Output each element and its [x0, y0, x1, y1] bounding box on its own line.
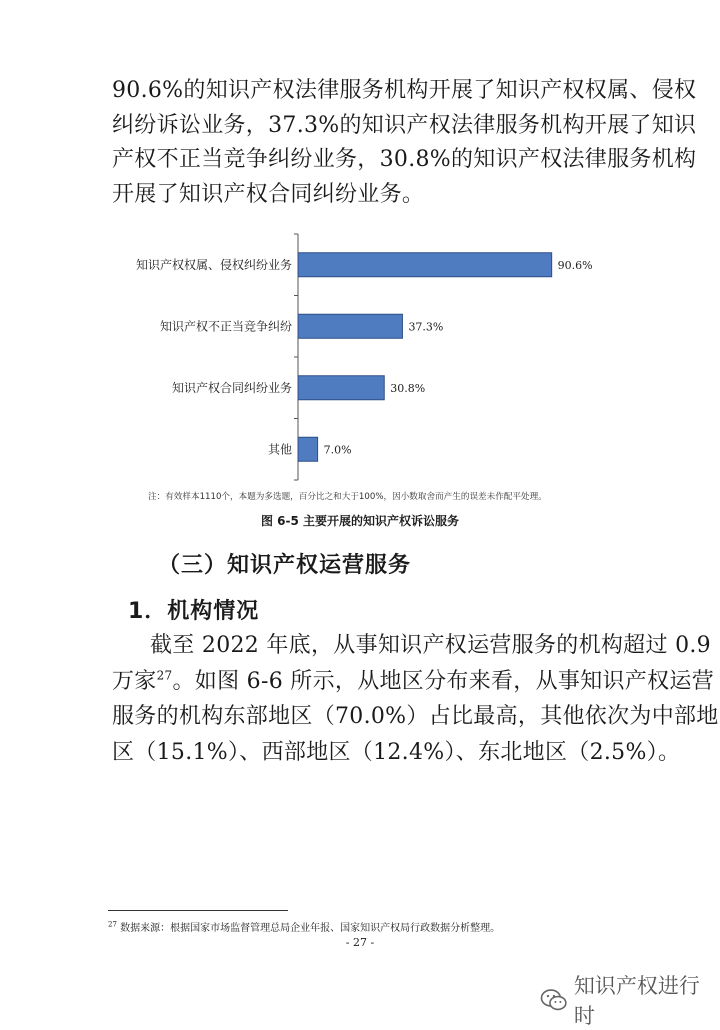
body-line: 截至 2022 年底，从事知识产权运营服务的机构超过 0.9 [150, 633, 711, 658]
intro-line: 90.6%的知识产权法律服务机构开展了知识产权权属、侵权 [112, 78, 697, 103]
bar [298, 253, 552, 277]
category-label: 知识产权不正当竞争纠纷 [159, 319, 292, 334]
category-label: 知识产权合同纠纷业务 [171, 380, 292, 395]
litigation-services-bar-chart [0, 226, 720, 486]
body-line-start: 万家 [112, 668, 157, 694]
section-heading: （三）知识产权运营服务 [158, 553, 412, 578]
figure-caption: 图 6-5 主要开展的知识产权诉讼服务 [260, 514, 460, 528]
bar [298, 314, 402, 338]
footnote-text: 数据来源：根据国家市场监督管理总局企业年报、国家知识产权局行政数据分析整理。 [120, 923, 501, 934]
intro-line: 产权不正当竞争纠纷业务，30.8%的知识产权法律服务机构 [112, 147, 697, 172]
body-line: 服务的机构东部地区（70.0%）占比最高，其他依次为中部地 [112, 704, 719, 729]
data-label: 37.3% [408, 320, 444, 334]
body-line [112, 664, 714, 700]
data-label: 7.0% [323, 443, 352, 457]
wechat-icon [540, 988, 568, 1012]
bar [298, 437, 318, 461]
body-line: 区（15.1%）、西部地区（12.4%）、东北地区（2.5%）。 [112, 739, 681, 765]
category-label: 知识产权权属、侵权纠纷业务 [135, 257, 292, 272]
intro-line: 纠纷诉讼业务，37.3%的知识产权法律服务机构开展了知识 [112, 112, 697, 138]
footnote-number: 27 [108, 920, 117, 929]
data-label: 90.6% [557, 258, 593, 272]
category-label: 其他 [267, 442, 292, 457]
intro-paragraph [112, 74, 697, 212]
intro-line: 开展了知识产权合同纠纷业务。 [112, 181, 425, 207]
body-line-rest: 。如图 6-6 所示，从地区分布来看，从事知识产权运营 [172, 668, 714, 694]
watermark-text: 知识产权进行时 [573, 974, 700, 1028]
subsection-heading: 1．机构情况 [128, 599, 260, 624]
page-number: - 27 - [345, 936, 375, 949]
body-paragraph [112, 628, 719, 770]
footnote-divider [108, 910, 288, 911]
bar [298, 376, 384, 400]
chart-note: 注：有效样本1110个，本题为多选题，百分比之和大于100%，因小数取舍而产生的误差未作配平处理。 [148, 492, 547, 502]
footnote [108, 919, 500, 934]
data-label: 30.8% [390, 381, 426, 395]
footnote-ref[interactable]: 27 [156, 668, 173, 683]
watermark [540, 970, 720, 1030]
